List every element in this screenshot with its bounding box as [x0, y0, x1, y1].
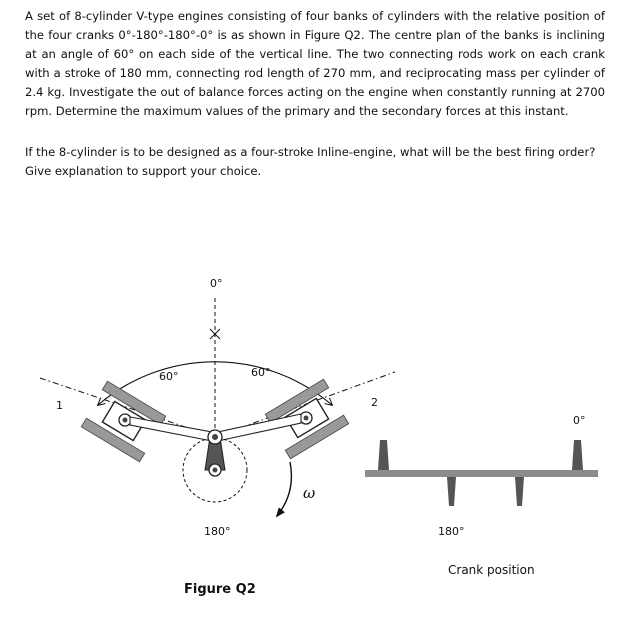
crank-position-title: Crank position: [448, 563, 535, 577]
crankshaft-bar: [365, 470, 598, 477]
bank2-label: 2: [371, 396, 378, 409]
bottom-angle-label: 180°: [204, 525, 231, 538]
problem-statement: A set of 8-cylinder V-type engines consisting of four banks of cylinders with the relative position of the four cranks 0°-180°-180°-0° is as shown in Figure Q2. The centre plan of the banks is inclining at an angle of 60° on each side of the vertical line. The two connecting rods work on each crank with a stroke of 180 mm, connecting rod length of 270 mm, and reciprocating mass per cylinder of 2.4 kg. Investigate the out of balance forces acting on the engine when constantly running at 2700 rpm. Determine the maximum values of the primary and the secondary forces at this instant.: [25, 9, 605, 118]
crank-180-label: 180°: [438, 525, 465, 538]
top-angle-label: 0°: [210, 277, 223, 290]
figure-q2: [0, 250, 625, 631]
bank1-label: 1: [56, 399, 63, 412]
crank-throw-2: [447, 477, 456, 506]
figure-caption: Figure Q2: [184, 582, 256, 597]
rotation-arrow: [277, 462, 291, 516]
crank-position-diagram: [365, 414, 598, 577]
left-angle-label: 60°: [159, 370, 179, 383]
right-angle-label: 60°: [251, 366, 271, 379]
crank-zero-label: 0°: [573, 414, 586, 427]
crank-throw-4: [572, 440, 583, 470]
arc-apex-mark: [210, 329, 220, 339]
crank-throw-1: [378, 440, 389, 470]
question-firing-order: If the 8-cylinder is to be designed as a four-stroke Inline-engine, what will be the best firing order? Give explanation to support your choice.: [25, 145, 596, 178]
omega-label: ω: [303, 484, 316, 502]
crank-throw-3: [515, 477, 524, 506]
